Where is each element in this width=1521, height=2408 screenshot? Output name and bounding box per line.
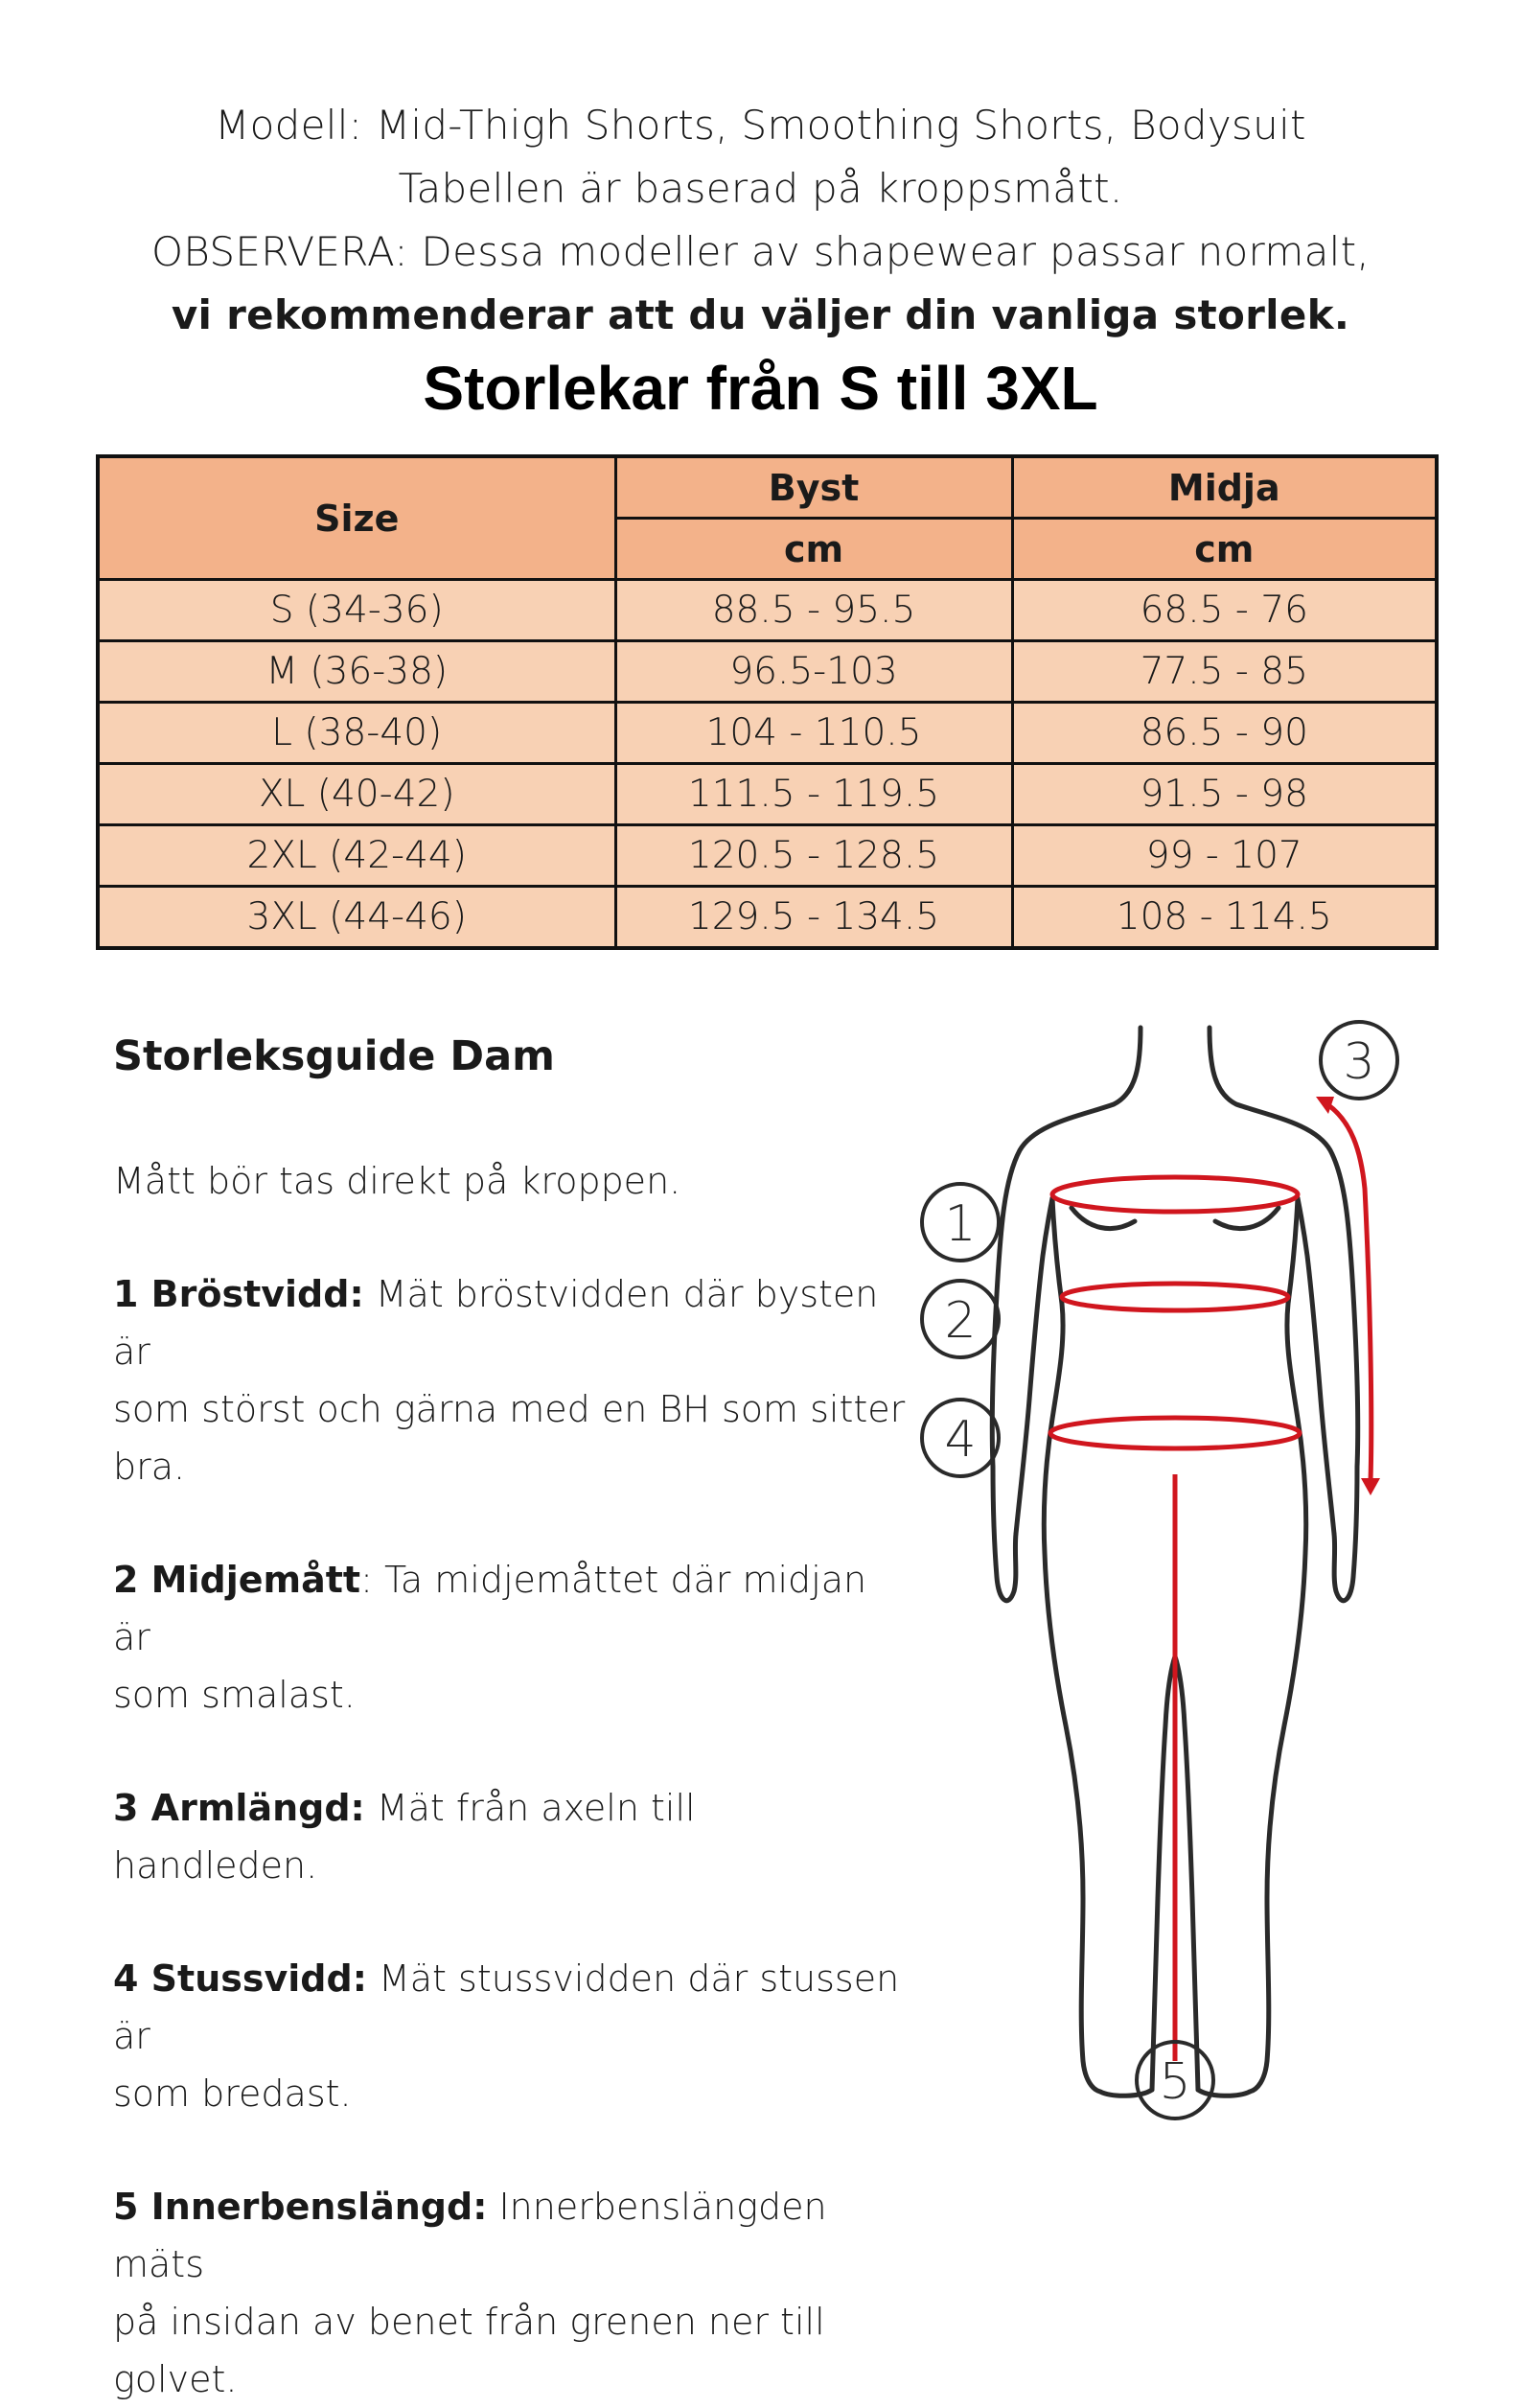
cell-size: S (34-36) (98, 580, 615, 641)
intro-note: OBSERVERA: Dessa modeller av shapewear passar normalt, (150, 228, 1370, 275)
cell-midja: 68.5 - 76 (1012, 580, 1437, 641)
guide-heading: Storleksguide Dam (113, 1032, 555, 1080)
guide-item-line: golvet. (113, 2358, 238, 2400)
guide-item-bust (113, 1265, 909, 1380)
cell-size: 2XL (42-44) (98, 825, 615, 887)
marker-3: 3 (1343, 1033, 1375, 1091)
guide-item-line: bra. (113, 1446, 186, 1488)
size-table (96, 454, 1439, 950)
guide-item-label: 4 Stussvidd: (113, 1957, 367, 2000)
cell-byst: 88.5 - 95.5 (615, 580, 1012, 641)
cell-byst: 111.5 - 119.5 (615, 764, 1012, 825)
guide-item-label: 2 Midjemått (113, 1559, 361, 1601)
size-guide (113, 1018, 909, 2408)
cell-midja: 86.5 - 90 (1012, 703, 1437, 764)
intro-models: Modell: Mid-Thigh Shorts, Smoothing Shorts, Bodysuit (215, 102, 1306, 149)
header-size: Size (98, 456, 615, 580)
cell-size: XL (40-42) (98, 764, 615, 825)
intro-recommendation: vi rekommenderar att du väljer din vanliga storlek. (171, 291, 1350, 338)
intro-basis: Tabellen är baserad på kroppsmått. (398, 165, 1123, 212)
cell-byst: 129.5 - 134.5 (615, 887, 1012, 949)
cell-midja: 108 - 114.5 (1012, 887, 1437, 949)
guide-item-text: Mät stussvidden där stussen är (113, 1957, 900, 2057)
bust-measure-line (1052, 1177, 1298, 1212)
table-row (98, 703, 1437, 764)
waist-measure-line (1062, 1284, 1288, 1310)
table-row (98, 641, 1437, 703)
marker-1: 1 (944, 1195, 977, 1253)
cell-midja: 99 - 107 (1012, 825, 1437, 887)
guide-item-label: 1 Bröstvidd: (113, 1273, 364, 1315)
marker-2: 2 (944, 1292, 977, 1350)
table-row (98, 825, 1437, 887)
guide-item-hip (113, 1950, 909, 2065)
guide-item-text: Mät bröstvidden där bysten är (113, 1273, 879, 1373)
cell-midja: 91.5 - 98 (1012, 764, 1437, 825)
guide-item-line: som bredast. (113, 2072, 352, 2115)
table-row (98, 887, 1437, 949)
marker-labels (944, 1033, 1374, 2111)
guide-item-label: 3 Armlängd: (113, 1787, 365, 1829)
markers (922, 1022, 1397, 2119)
cell-byst: 104 - 110.5 (615, 703, 1012, 764)
cell-midja: 77.5 - 85 (1012, 641, 1437, 703)
guide-item-line: som smalast. (113, 1674, 356, 1716)
marker-5: 5 (1159, 2053, 1191, 2111)
guide-item-label: 5 Innerbenslängd: (113, 2186, 488, 2228)
header-byst-unit: cm (615, 519, 1012, 580)
guide-item-inseam (113, 2178, 909, 2293)
marker-4: 4 (944, 1411, 977, 1469)
header-midja: Midja (1012, 456, 1437, 519)
intro-block (0, 94, 1521, 347)
guide-item-line: som störst och gärna med en BH som sitter (113, 1388, 906, 1430)
guide-item-text: : Ta midjemåttet där midjan är (113, 1559, 867, 1658)
header-midja-unit: cm (1012, 519, 1437, 580)
guide-intro: Mått bör tas direkt på kroppen. (113, 1160, 681, 1202)
body-outline-illustration (901, 1016, 1399, 2128)
cell-size: L (38-40) (98, 703, 615, 764)
cell-size: 3XL (44-46) (98, 887, 615, 949)
guide-item-text: Innerbenslängden mäts (113, 2186, 827, 2285)
hip-measure-line (1050, 1418, 1300, 1448)
guide-item-waist (113, 1551, 909, 1666)
guide-item-line: på insidan av benet från grenen ner till (113, 2301, 825, 2343)
table-row (98, 580, 1437, 641)
table-row (98, 764, 1437, 825)
cell-byst: 120.5 - 128.5 (615, 825, 1012, 887)
cell-byst: 96.5-103 (615, 641, 1012, 703)
cell-size: M (36-38) (98, 641, 615, 703)
measure-lines (1050, 1104, 1371, 2061)
body-measurement-figure (901, 1016, 1399, 2128)
guide-item-arm (113, 1779, 909, 1894)
guide-item-text: Mät från axeln till handleden. (113, 1787, 696, 1887)
header-byst: Byst (615, 456, 1012, 519)
arrow-down-icon (1361, 1478, 1380, 1495)
page-title: Storlekar från S till 3XL (423, 354, 1098, 423)
